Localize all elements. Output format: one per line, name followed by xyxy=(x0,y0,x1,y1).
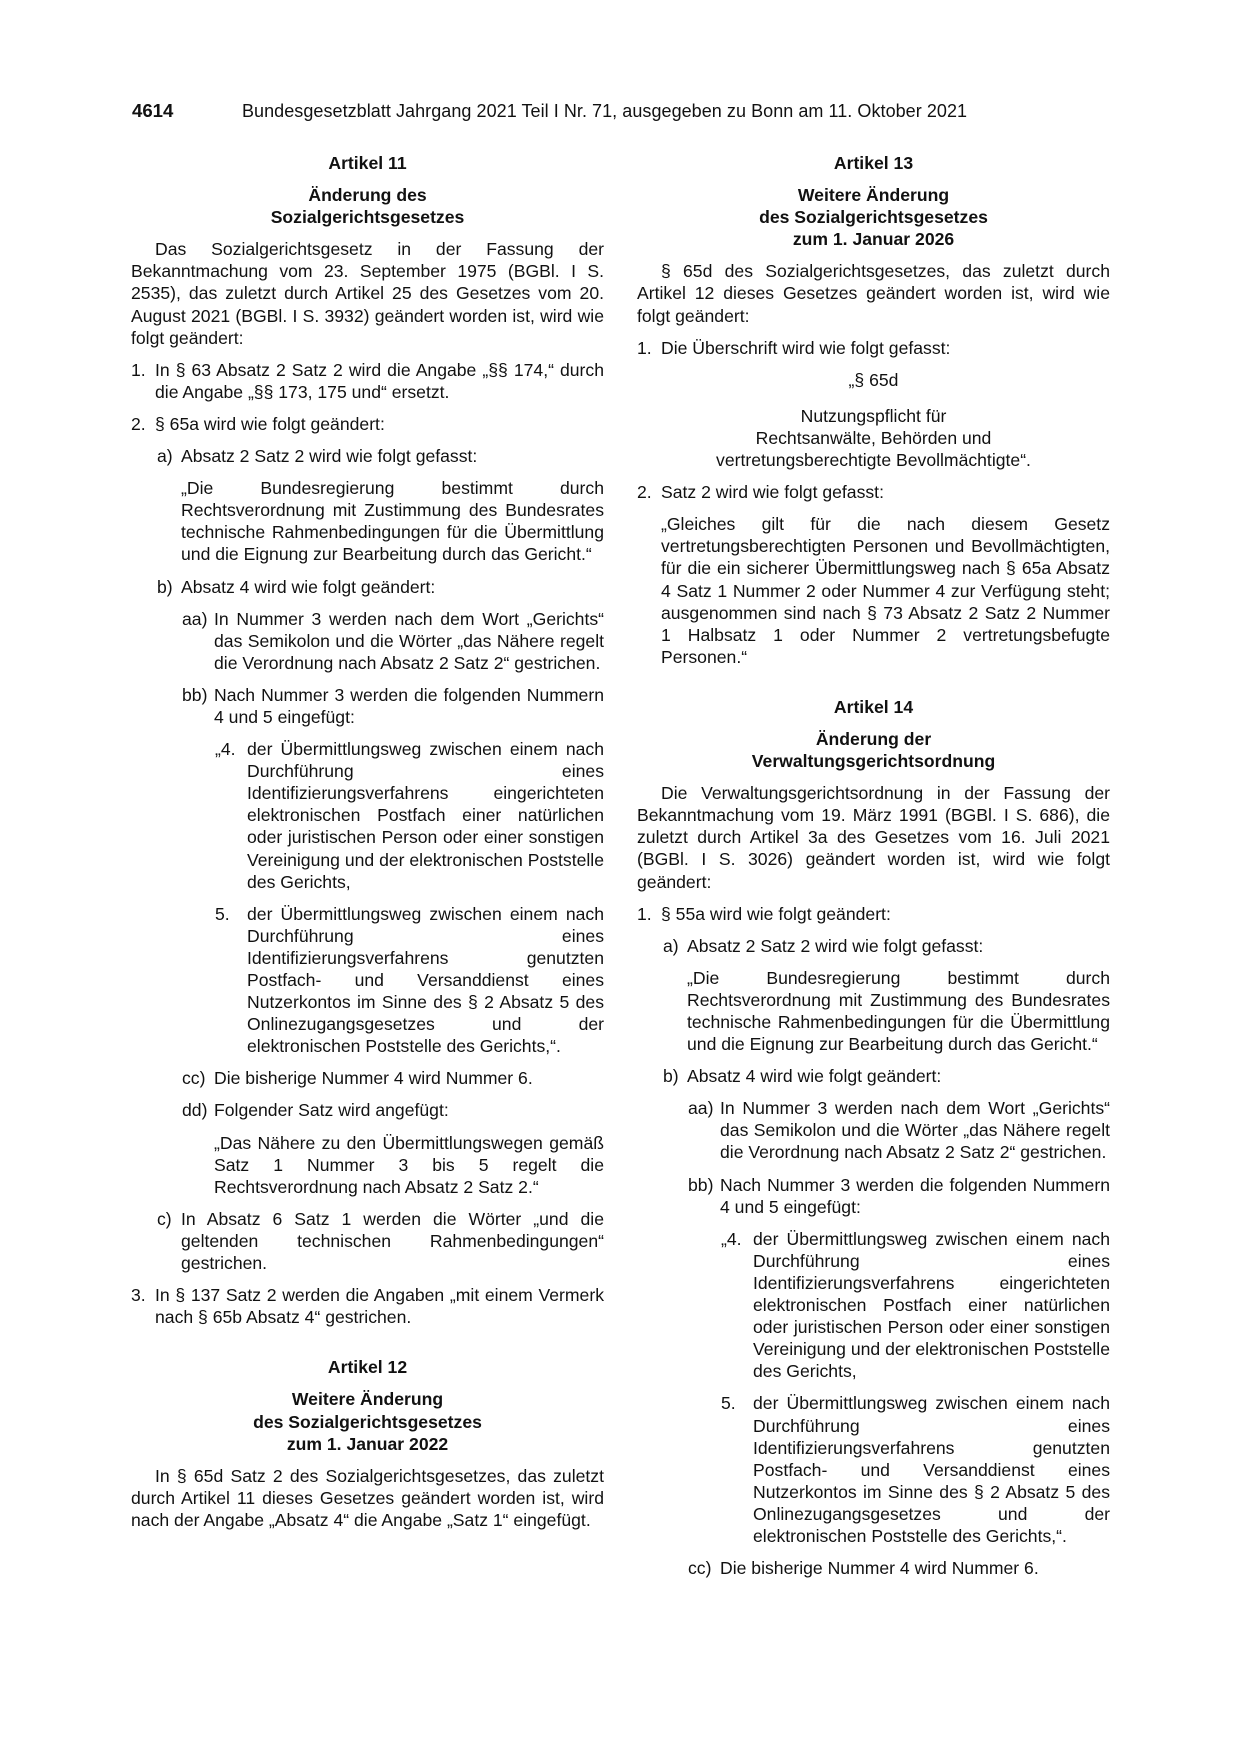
item-text: In Absatz 6 Satz 1 werden die Wörter „und die geltenden technischen Rahmenbedingungen“ gestrichen. xyxy=(181,1208,604,1274)
item-text: Nach Nummer 3 werden die folgenden Nummern 4 und 5 eingefügt: xyxy=(214,684,604,727)
item-text: In § 137 Satz 2 werden die Angaben „mit einem Vermerk nach § 65b Absatz 4“ gestrichen. xyxy=(155,1285,604,1328)
article-title xyxy=(131,1388,604,1454)
list-item xyxy=(637,1174,1110,1218)
item-text: Die Überschrift wird wie folgt gefasst: xyxy=(661,337,951,358)
new-heading-line: „§ 65d xyxy=(848,369,899,390)
item-number: bb) xyxy=(688,1174,714,1195)
article-12 xyxy=(131,1356,604,1531)
item-number: cc) xyxy=(688,1558,712,1579)
running-title: Bundesgesetzblatt Jahrgang 2021 Teil I Nr. 71, ausgegeben zu Bonn am 11. Oktober 2021 xyxy=(242,101,968,121)
article-heading: Artikel 11 xyxy=(328,153,407,173)
item-number: 1. xyxy=(637,337,652,358)
item-number: b) xyxy=(663,1066,679,1087)
item-number: a) xyxy=(663,935,679,956)
article-title-line: zum 1. Januar 2026 xyxy=(792,229,955,250)
list-item xyxy=(637,935,1110,957)
item-number: b) xyxy=(157,576,173,597)
article-title xyxy=(131,184,604,228)
item-text: Satz 2 wird wie folgt gefasst: xyxy=(661,482,884,503)
item-text: Absatz 4 wird wie folgt geändert: xyxy=(181,576,436,597)
item-number: a) xyxy=(157,446,173,467)
item-number: dd) xyxy=(182,1100,208,1121)
list-item xyxy=(131,1208,604,1274)
list-item xyxy=(637,481,1110,503)
list-item xyxy=(637,1557,1110,1579)
article-title xyxy=(637,184,1110,250)
new-heading-block xyxy=(637,369,1110,471)
item-number: 1. xyxy=(131,359,146,380)
article-title-line: des Sozialgerichtsgesetzes xyxy=(253,1411,482,1432)
item-text: § 65a wird wie folgt geändert: xyxy=(155,413,385,434)
article-title-line: Änderung des xyxy=(308,185,427,206)
item-text: Absatz 4 wird wie folgt geändert: xyxy=(687,1066,942,1087)
list-item xyxy=(131,1099,604,1121)
item-text: der Übermittlungsweg zwischen einem nach Durchführung eines Identifizierungsverfahrens genutzten Postfach- und Versanddienst eines Nutzerkontos im Sinne des § 2 Absatz 5 des Onlinezugangsgesetzes und der elektronischen Poststelle des Gerichts,“. xyxy=(247,903,604,1057)
article-title xyxy=(637,728,1110,772)
article-title-line: zum 1. Januar 2022 xyxy=(286,1433,449,1454)
item-text: Absatz 2 Satz 2 wird wie folgt gefasst: xyxy=(687,935,984,956)
article-intro: § 65d des Sozialgerichtsgesetzes, das zuletzt durch Artikel 12 dieses Gesetzes geändert worden ist, wird wie folgt geändert: xyxy=(637,261,1110,326)
article-13 xyxy=(637,152,1110,668)
item-number: 2. xyxy=(131,413,146,434)
list-item xyxy=(637,1065,1110,1087)
item-number: cc) xyxy=(182,1068,206,1089)
list-item xyxy=(637,1097,1110,1163)
article-title-line: Sozialgerichtsgesetzes xyxy=(270,207,465,228)
list-item xyxy=(131,359,604,403)
page-number: 4614 xyxy=(132,100,174,121)
item-number: bb) xyxy=(182,684,208,705)
list-item xyxy=(131,684,604,728)
article-title-line: Änderung der xyxy=(815,728,932,749)
item-number: „4. xyxy=(215,739,236,760)
list-item xyxy=(637,337,1110,359)
left-column xyxy=(131,152,604,1541)
item-text: der Übermittlungsweg zwischen einem nach Durchführung eines Identifizierungsverfahrens eingerichteten elektronischen Postfach einer natürlichen oder juristischen Person oder einer sonstigen Vereinigung und der elektronischen Poststelle des Gerichts, xyxy=(753,1228,1110,1382)
quoted-text: „Das Nähere zu den Übermittlungswegen gemäß Satz 1 Nummer 3 bis 5 regelt die Rechtsverordnung nach Absatz 2 Satz 2.“ xyxy=(214,1132,604,1197)
item-text: Die bisherige Nummer 4 wird Nummer 6. xyxy=(214,1068,533,1089)
list-item xyxy=(131,1067,604,1089)
quoted-text: „Die Bundesregierung bestimmt durch Rechtsverordnung mit Zustimmung des Bundesrates technische Rahmenbedingungen für die Übermittlung und die Eignung zur Bearbeitung durch das Gericht.“ xyxy=(181,478,604,565)
item-number: 5. xyxy=(215,903,230,924)
item-text: In Nummer 3 werden nach dem Wort „Gerichts“ das Semikolon und die Wörter „das Nähere regelt die Verordnung nach Absatz 2 Satz 2“ gestrichen. xyxy=(720,1098,1110,1163)
list-item xyxy=(637,1392,1110,1547)
item-number: 5. xyxy=(721,1393,736,1414)
new-heading-line: Nutzungspflicht für xyxy=(800,405,947,426)
page-header xyxy=(132,100,1132,128)
item-text: § 55a wird wie folgt geändert: xyxy=(661,903,891,924)
article-intro: Das Sozialgerichtsgesetz in der Fassung der Bekanntmachung vom 23. September 1975 (BGBl. I S. 2535), das zuletzt durch Artikel 25 des Gesetzes vom 20. August 2021 (BGBl. I S. 3932) geändert worden ist, wird wie folgt geändert: xyxy=(131,239,604,348)
article-heading: Artikel 14 xyxy=(833,696,914,717)
item-text: Nach Nummer 3 werden die folgenden Nummern 4 und 5 eingefügt: xyxy=(720,1174,1110,1217)
item-text: Die bisherige Nummer 4 wird Nummer 6. xyxy=(720,1558,1039,1579)
item-number: aa) xyxy=(182,608,208,629)
item-number: 2. xyxy=(637,482,652,503)
article-title-line: des Sozialgerichtsgesetzes xyxy=(759,207,988,228)
item-number: c) xyxy=(157,1208,172,1229)
article-intro: Die Verwaltungsgerichtsordnung in der Fassung der Bekanntmachung vom 19. März 1991 (BGBl. I S. 686), die zuletzt durch Artikel 3a des Gesetzes vom 16. Juli 2021 (BGBl. I S. 3026) geändert worden ist, wird wie folgt geändert: xyxy=(637,783,1110,892)
item-text: In Nummer 3 werden nach dem Wort „Gerichts“ das Semikolon und die Wörter „das Nähere regelt die Verordnung nach Absatz 2 Satz 2“ gestrichen. xyxy=(214,608,604,673)
item-text: In § 63 Absatz 2 Satz 2 wird die Angabe „§§ 174,“ durch die Angabe „§§ 173, 175 und“ ersetzt. xyxy=(155,359,604,402)
item-number: 1. xyxy=(637,903,652,924)
article-11 xyxy=(131,152,604,1328)
item-number: aa) xyxy=(688,1098,714,1119)
section-spacer xyxy=(131,1338,604,1356)
list-item xyxy=(131,576,604,598)
article-title-line: Weitere Änderung xyxy=(291,1389,444,1410)
list-item xyxy=(131,1284,604,1328)
list-item xyxy=(131,608,604,674)
list-item xyxy=(637,1228,1110,1383)
article-title-line: Weitere Änderung xyxy=(797,185,950,206)
right-column xyxy=(637,152,1110,1589)
item-text: Folgender Satz wird angefügt: xyxy=(214,1100,449,1121)
list-item xyxy=(637,903,1110,925)
article-heading: Artikel 13 xyxy=(833,153,914,173)
list-item xyxy=(131,903,604,1058)
article-title-line: Verwaltungsgerichtsordnung xyxy=(751,751,996,772)
item-number: 3. xyxy=(131,1285,146,1306)
list-item xyxy=(131,413,604,435)
item-text: Absatz 2 Satz 2 wird wie folgt gefasst: xyxy=(181,446,478,467)
list-item xyxy=(131,445,604,467)
new-heading-line: Rechtsanwälte, Behörden und xyxy=(755,427,992,448)
item-text: der Übermittlungsweg zwischen einem nach Durchführung eines Identifizierungsverfahrens eingerichteten elektronischen Postfach einer natürlichen oder juristischen Person oder einer sonstigen Vereinigung und der elektronischen Poststelle des Gerichts, xyxy=(247,739,604,892)
article-heading: Artikel 12 xyxy=(327,1357,408,1378)
list-item xyxy=(131,738,604,893)
item-text: der Übermittlungsweg zwischen einem nach Durchführung eines Identifizierungsverfahrens genutzten Postfach- und Versanddienst eines Nutzerkontos im Sinne des § 2 Absatz 5 des Onlinezugangsgesetzes und der elektronischen Poststelle des Gerichts,“. xyxy=(753,1393,1110,1546)
article-body: In § 65d Satz 2 des Sozialgerichtsgesetzes, das zuletzt durch Artikel 11 dieses Gesetzes geändert worden ist, wird nach der Angabe „Absatz 4“ die Angabe „Satz 1“ eingefügt. xyxy=(131,1465,604,1530)
article-14 xyxy=(637,696,1110,1579)
new-heading-line: vertretungsberechtigte Bevollmächtigte“. xyxy=(716,450,1031,471)
quoted-text: „Die Bundesregierung bestimmt durch Rechtsverordnung mit Zustimmung des Bundesrates technische Rahmenbedingungen für die Übermittlung und die Eignung zur Bearbeitung durch das Gericht.“ xyxy=(687,967,1110,1055)
item-number: „4. xyxy=(721,1228,742,1249)
section-spacer xyxy=(637,678,1110,696)
quoted-text: „Gleiches gilt für die nach diesem Gesetz vertretungsberechtigten Personen und Bevollmächtigten, für die ein sicherer Übermittlungsweg nach § 65a Absatz 4 Satz 1 Nummer 2 oder Nummer 4 zur Verfügung steht; ausgenommen sind nach § 73 Absatz 2 Satz 2 Nummer 1 Halbsatz 1 oder Nummer 2 vertretungsbefugte Personen.“ xyxy=(661,514,1110,667)
